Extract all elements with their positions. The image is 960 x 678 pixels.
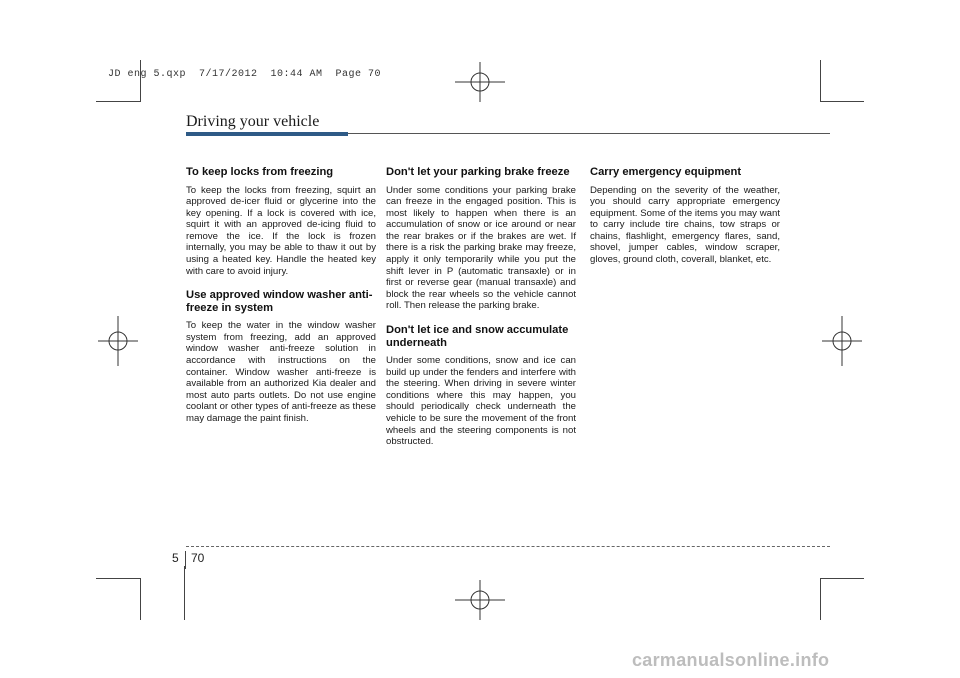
crop-mark [140, 60, 141, 102]
page-number-divider [185, 551, 186, 569]
section-number: 5 [172, 551, 179, 565]
crop-mark [140, 578, 141, 620]
page-header-title: Driving your vehicle [186, 113, 320, 130]
registration-mark-icon [822, 316, 862, 366]
header-rule [348, 133, 830, 134]
text-column-2 [386, 166, 576, 460]
crop-mark [820, 101, 864, 102]
header-accent-bar [186, 132, 348, 136]
section-heading: Carry emergency equipment [590, 166, 742, 178]
crop-mark [820, 60, 821, 102]
crop-mark [820, 578, 864, 579]
section-body: To keep the locks from freezing, squirt an approved de-icer fluid or glycerine into the key opening. If a lock is covered with ice, squirt it with an approved de-icing fluid to remove the ice. If the lock is frozen internally, you may be able to thaw it out by using a heated key. Handle the heated key with care to avoid injury. [186, 184, 376, 277]
section-body: Under some conditions your parking brake can freeze in the engaged position. This is most likely to happen when there is an accumulation of snow or ice around or near the rear brakes or if the brakes are wet. If there is a risk the parking brake may freeze, apply it only temporarily while you put the shift lever in P (automatic transaxle) or in first or reverse gear (manual transaxle) and block the rear wheels so the vehicle cannot roll. Then release the parking brake. [386, 184, 576, 312]
crop-mark [96, 101, 140, 102]
section-heading: Don't let ice and snow accumulate underneath [386, 324, 569, 349]
text-column-3 [590, 166, 780, 278]
crop-mark [820, 578, 821, 620]
section-body: To keep the water in the window washer system from freezing, add an approved window washer anti-freeze solution in accordance with instructions on the container. Window washer anti-freeze is available from an authorized Kia dealer and most auto parts outlets. Do not use engine coolant or other types of anti-freeze as these may damage the paint finish. [186, 320, 376, 424]
section-heading: To keep locks from freezing [186, 166, 334, 178]
print-slug: JD eng 5.qxp 7/17/2012 10:44 AM Page 70 [108, 69, 382, 80]
watermark: carmanualsonline.info [632, 650, 830, 670]
section-body: Under some conditions, snow and ice can build up under the fenders and interfere with the steering. When driving in severe winter conditions where this may happen, you should periodically check underneath the vehicle to be sure the movement of the front wheels and the steering components is not obstructed. [386, 355, 576, 448]
section-heading: Don't let your parking brake freeze [386, 166, 570, 178]
registration-mark-icon [98, 316, 138, 366]
text-column-1 [186, 166, 376, 437]
section-body: Depending on the severity of the weather, you should carry appropriate emergency equipment. Some of the items you may want to carry include tire chains, tow straps or chains, flashlight, emergency flares, sand, shovel, jumper cables, window scraper, gloves, ground cloth, coverall, blanket, etc. [590, 184, 780, 266]
footer-rule [186, 546, 830, 547]
crop-mark [96, 578, 140, 579]
section-heading: Use approved window washer anti-freeze in system [186, 289, 373, 314]
crop-mark [184, 566, 185, 620]
registration-mark-icon [455, 62, 505, 102]
page-number: 70 [191, 551, 205, 565]
registration-mark-icon [455, 580, 505, 620]
